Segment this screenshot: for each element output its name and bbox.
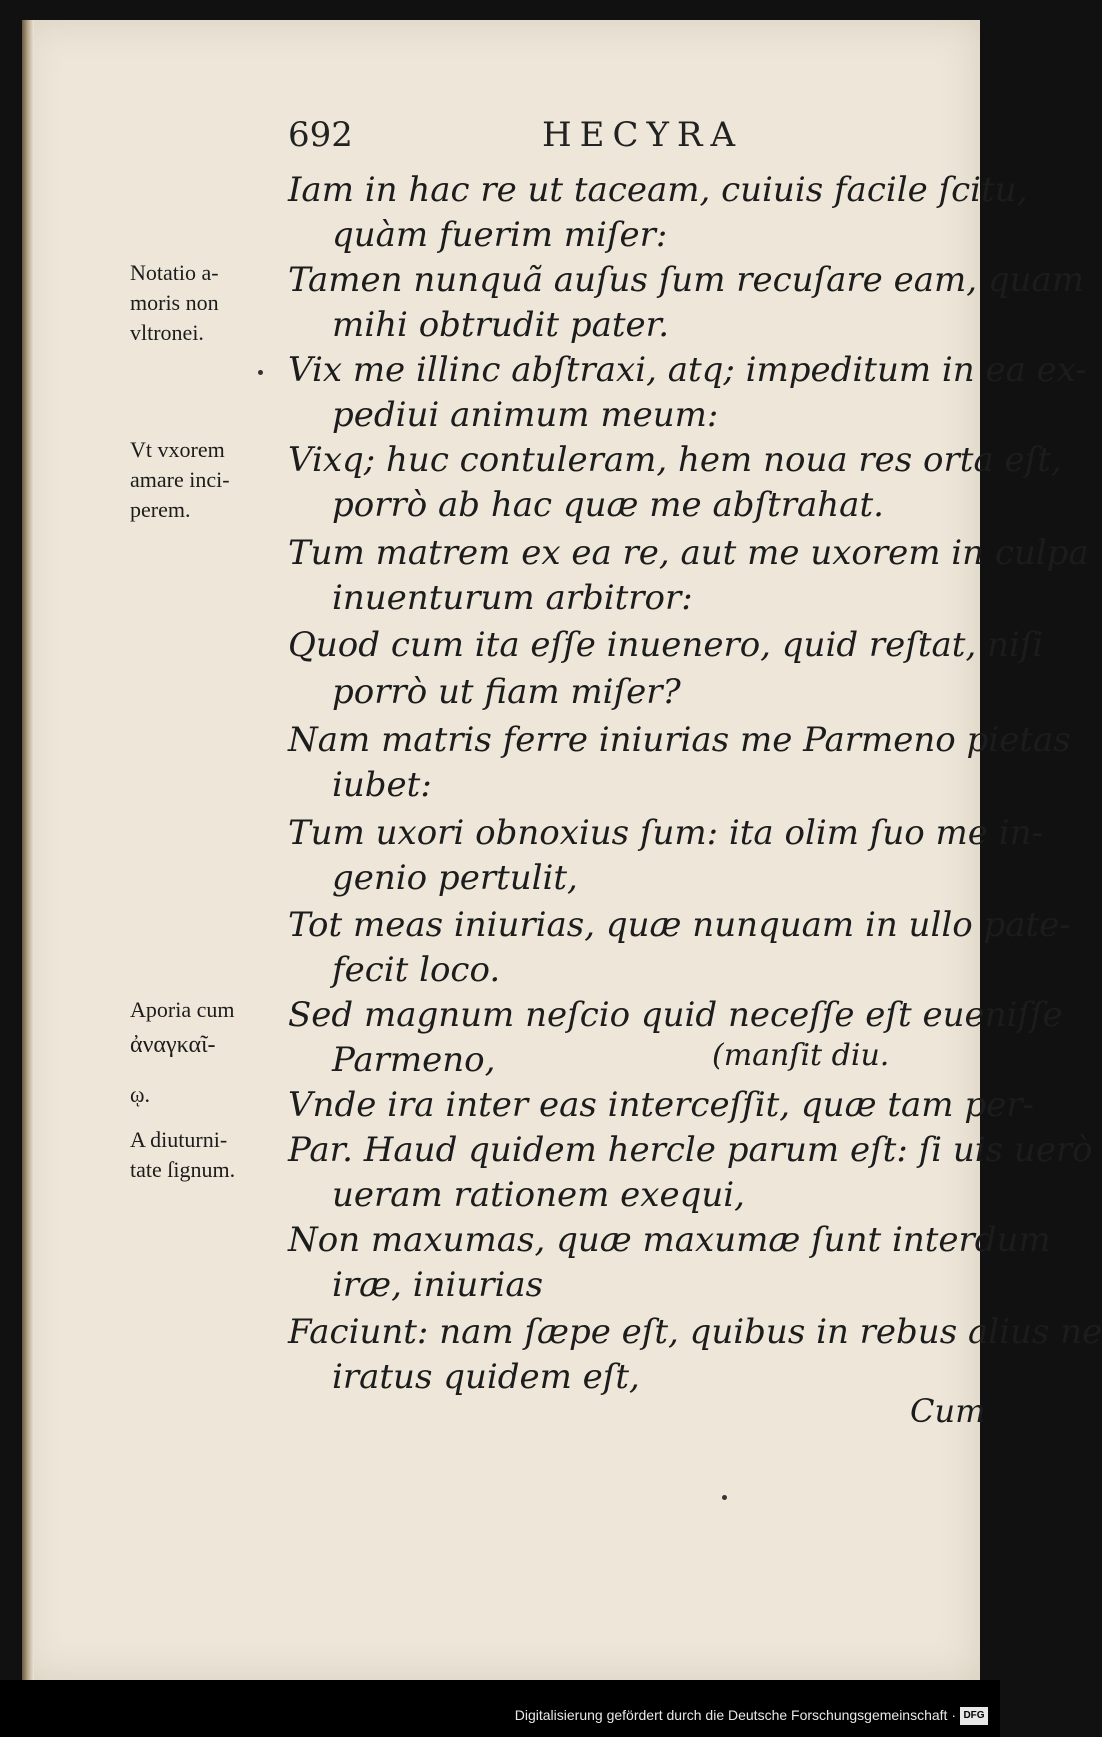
footer-bar <box>0 1680 1000 1737</box>
text-line: Quod cum ita eſſe inuenero, quid reſtat, niſi <box>288 625 1044 665</box>
text-line: pediui animum meum: <box>332 395 719 435</box>
dfg-logo-icon: DFG <box>960 1707 988 1725</box>
ink-speck <box>258 370 263 375</box>
text-line: Vnde ira inter eas interceſſit, quæ tam per- <box>288 1085 1034 1125</box>
margin-note: ῳ. <box>130 1082 150 1107</box>
text-line: inuenturum arbitror: <box>332 578 693 618</box>
text-line: Tum uxori obnoxius ſum: ita olim ſuo me in- <box>288 813 1043 853</box>
text-line: Faciunt: nam ſæpe eſt, quibus in rebus alius ne <box>288 1312 1102 1352</box>
text-line: Tum matrem ex ea re, aut me uxorem in culpa <box>288 533 1089 573</box>
margin-note: Notatio a- <box>130 260 219 285</box>
text-line: Nam matris ferre iniurias me Parmeno pietas <box>288 720 1071 760</box>
page-header <box>22 115 980 165</box>
margin-note: Vt vxorem <box>130 437 225 462</box>
book-page <box>22 20 1102 1680</box>
text-line: Iam in hac re ut taceam, cuiuis facile ſcitu, <box>288 170 1028 210</box>
page-gutter-shadow <box>22 20 34 1680</box>
text-line: Parmeno, <box>332 1040 496 1080</box>
text-line: porrò ab hac quæ me abſtrahat. <box>332 485 884 525</box>
text-line: Par. Haud quidem hercle parum eſt: ſi uis uerò <box>288 1130 1093 1170</box>
text-line: Non maxumas, quæ maxumæ ſunt interdum <box>288 1220 1051 1260</box>
text-line: porrò ut fiam miſer? <box>332 672 681 712</box>
text-line: iratus quidem eſt, <box>332 1357 640 1397</box>
margin-note: moris non <box>130 290 219 315</box>
text-line: fecit loco. <box>332 950 501 990</box>
margin-note: tate ſignum. <box>130 1157 236 1182</box>
text-line: iræ, iniurias <box>332 1265 544 1305</box>
text-line: Vixq; huc contuleram, hem noua res orta eſt, <box>288 440 1062 480</box>
text-line: Tot meas iniurias, quæ nunquam in ullo pate- <box>288 905 1071 945</box>
margin-note: vltronei. <box>130 320 204 345</box>
text-line: mihi obtrudit pater. <box>332 305 669 345</box>
text-line-turnover: (manſit diu. <box>712 1038 890 1073</box>
text-line: Sed magnum neſcio quid neceſſe eſt eueniſſe <box>288 995 1063 1035</box>
text-line: genio pertulit, <box>332 858 578 898</box>
ink-speck <box>722 1495 727 1500</box>
margin-note: A diuturni- <box>130 1127 228 1152</box>
margin-note: ἀναγκαῖ- <box>130 1032 216 1058</box>
text-line: Tamen nunquã auſus ſum recuſare eam, quam <box>288 260 1085 300</box>
text-line: ueram rationem exequi, <box>332 1175 745 1215</box>
running-head: HECYRA <box>542 115 744 155</box>
margin-note: amare inci- <box>130 467 230 492</box>
margin-note: perem. <box>130 497 191 522</box>
text-line: quàm fuerim miſer: <box>332 215 668 255</box>
margin-note: Aporia cum <box>130 997 235 1022</box>
page-number: 692 <box>288 115 353 155</box>
text-line: iubet: <box>332 765 432 805</box>
text-line: Vix me illinc abſtraxi, atq; impeditum in ea ex- <box>288 350 1087 390</box>
footer-credit: Digitalisierung gefördert durch die Deutsche Forschungsgemeinschaft · <box>514 1707 956 1723</box>
catchword: Cum <box>910 1392 986 1430</box>
